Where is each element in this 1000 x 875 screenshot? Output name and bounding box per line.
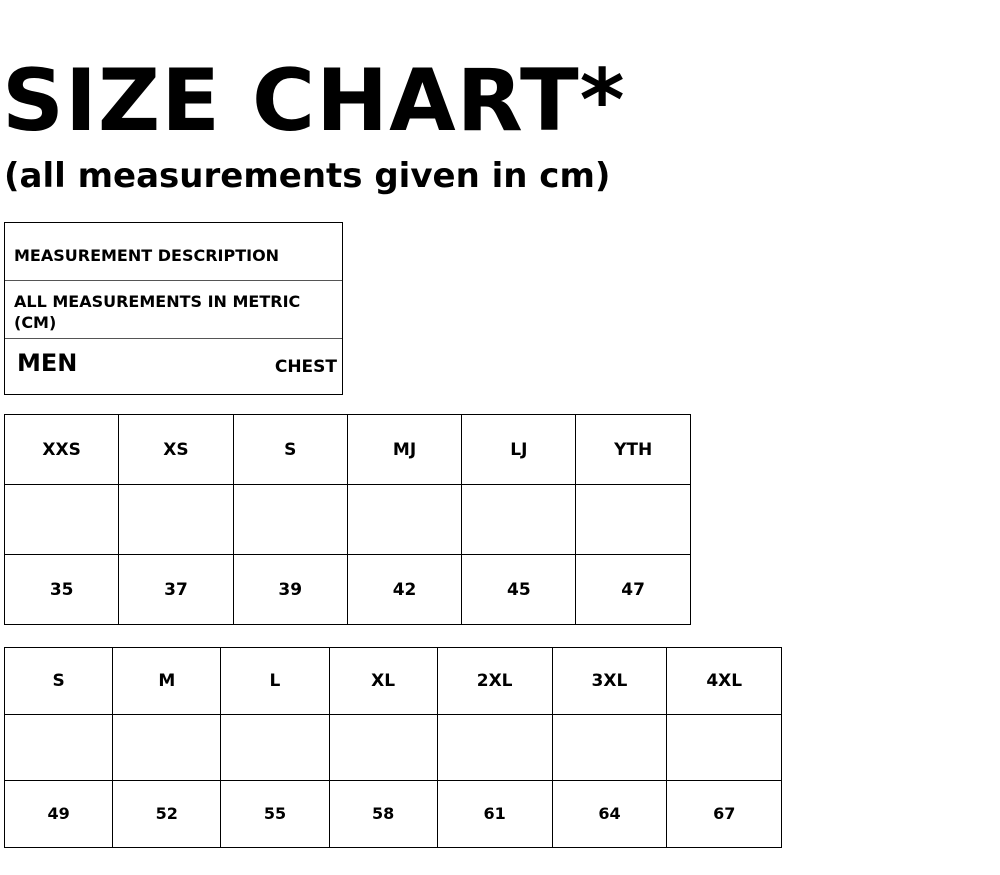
size-cell: S <box>233 415 347 485</box>
blank-cell <box>233 485 347 555</box>
size-cell: XL <box>329 648 437 715</box>
chest-value-cell: 64 <box>552 781 667 848</box>
table-row-sizes <box>5 648 782 715</box>
blank-cell <box>667 714 782 781</box>
chest-value-cell: 55 <box>221 781 329 848</box>
blank-cell <box>221 714 329 781</box>
size-cell: S <box>5 648 113 715</box>
chest-value-cell: 49 <box>5 781 113 848</box>
chest-value-cell: 58 <box>329 781 437 848</box>
blank-cell <box>437 714 552 781</box>
size-cell: LJ <box>462 415 576 485</box>
table-row-blank <box>5 714 782 781</box>
table-row-chest <box>5 781 782 848</box>
blank-cell <box>119 485 233 555</box>
chest-value-cell: 35 <box>5 555 119 625</box>
youth-size-table <box>4 414 691 625</box>
chest-value-cell: 61 <box>437 781 552 848</box>
chest-value-cell: 45 <box>462 555 576 625</box>
chest-value-cell: 67 <box>667 781 782 848</box>
size-cell: 4XL <box>667 648 782 715</box>
chest-value-cell: 37 <box>119 555 233 625</box>
chest-value-cell: 47 <box>576 555 690 625</box>
size-cell: L <box>221 648 329 715</box>
size-cell: XXS <box>5 415 119 485</box>
measurement-label: CHEST <box>274 357 337 377</box>
chest-value-cell: 42 <box>347 555 461 625</box>
metric-units-note: ALL MEASUREMENTS IN METRIC (CM) <box>5 281 342 339</box>
category-label: MEN <box>17 349 78 377</box>
size-cell: YTH <box>576 415 690 485</box>
page-title: SIZE CHART* <box>2 51 626 151</box>
blank-cell <box>5 714 113 781</box>
size-cell: 3XL <box>552 648 667 715</box>
table-row-blank <box>5 485 691 555</box>
measurement-description-heading: MEASUREMENT DESCRIPTION <box>5 223 342 281</box>
size-cell: 2XL <box>437 648 552 715</box>
page-subtitle: (all measurements given in cm) <box>4 156 611 196</box>
blank-cell <box>462 485 576 555</box>
category-row <box>5 339 342 395</box>
chest-value-cell: 39 <box>233 555 347 625</box>
table-row-chest <box>5 555 691 625</box>
blank-cell <box>113 714 221 781</box>
size-cell: XS <box>119 415 233 485</box>
size-cell: M <box>113 648 221 715</box>
blank-cell <box>329 714 437 781</box>
blank-cell <box>347 485 461 555</box>
adult-size-table <box>4 647 782 848</box>
measurement-description-box <box>4 222 343 395</box>
chest-value-cell: 52 <box>113 781 221 848</box>
blank-cell <box>552 714 667 781</box>
size-cell: MJ <box>347 415 461 485</box>
blank-cell <box>576 485 690 555</box>
table-row-sizes <box>5 415 691 485</box>
blank-cell <box>5 485 119 555</box>
